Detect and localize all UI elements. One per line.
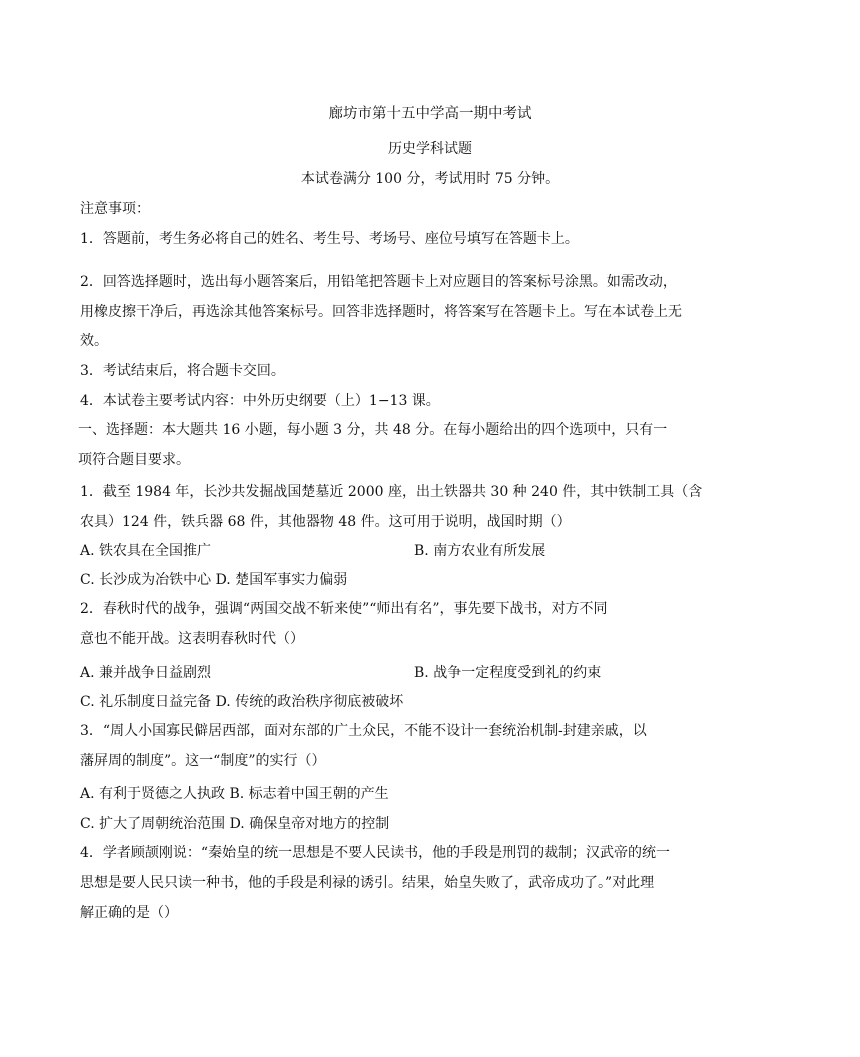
- q1-stem-line-2: 农具）124 件，铁兵器 68 件，其他器物 48 件。这可用于说明，战国时期（）: [80, 514, 571, 530]
- q2-options-cd: C. 礼乐制度日益完备 D. 传统的政治秩序彻底被破坏: [80, 694, 404, 710]
- q3-options-ab: A. 有利于贤德之人执政 B. 标志着中国王朝的产生: [80, 786, 389, 802]
- q2-option-b: B. 战争一定程度受到礼的约束: [414, 665, 602, 681]
- note-2-line-3: 效。: [80, 333, 108, 349]
- q4-stem-line-1: 4．学者顾颉刚说：“秦始皇的统一思想是不要人民读书，他的手段是刑罚的裁制；汉武帝的统一: [80, 845, 671, 861]
- note-2-line-2: 用橡皮擦干净后，再选涂其他答案标号。回答非选择题时，将答案写在答题卡上。写在本试卷上无: [80, 304, 682, 320]
- note-3: 3．考试结束后，将合题卡交回。: [80, 363, 285, 379]
- score-info: 本试卷满分 100 分，考试用时 75 分钟。: [300, 171, 560, 187]
- q4-stem-line-2: 思想是要人民只读一种书，他的手段是利禄的诱引。结果，始皇失败了，武帝成功了。”对此理: [80, 875, 655, 891]
- q2-stem-line-1: 2．春秋时代的战争，强调“两国交战不斩来使”“师出有名”，事先要下战书，对方不同: [80, 601, 608, 617]
- section-heading-line-1: 一、选择题：本大题共 16 小题，每小题 3 分，共 48 分。在每小题给出的四个选项中，只有一: [78, 422, 668, 438]
- q1-stem-line-1: 1．截至 1984 年，长沙共发掘战国楚墓近 2000 座，出土铁器共 30 种 240 件，其中铁制工具（含: [80, 484, 703, 500]
- q3-options-cd: C. 扩大了周朝统治范围 D. 确保皇帝对地方的控制: [80, 816, 390, 832]
- q3-stem-line-1: 3．“周人小国寡民僻居西部，面对东部的广土众民，不能不设计一套统治机制-封建亲戚，以: [80, 723, 647, 739]
- q2-stem-line-2: 意也不能开战。这表明春秋时代（）: [80, 631, 304, 647]
- q3-stem-line-2: 藩屏周的制度”。这一“制度”的实行（）: [80, 753, 326, 769]
- q2-option-a: A. 兼并战争日益剧烈: [80, 665, 212, 681]
- subject-title: 历史学科试题: [388, 141, 472, 157]
- note-2-line-1: 2．回答选择题时，选出每小题答案后，用铅笔把答题卡上对应题目的答案标号涂黑。如需改动，: [80, 274, 677, 290]
- q1-option-a: A. 铁农具在全国推广: [80, 543, 212, 559]
- q1-options-cd: C. 长沙成为冶铁中心 D. 楚国军事实力偏弱: [80, 572, 348, 588]
- note-1: 1．答题前，考生务必将自己的姓名、考生号、考场号、座位号填写在答题卡上。: [80, 231, 579, 247]
- exam-title: 廊坊市第十五中学高一期中考试: [328, 106, 532, 122]
- note-4: 4．本试卷主要考试内容：中外历史纲要（上）1−13 课。: [80, 393, 440, 409]
- q4-stem-line-3: 解正确的是（）: [80, 905, 178, 921]
- notes-heading: 注意事项：: [80, 201, 150, 217]
- q1-option-b: B. 南方农业有所发展: [414, 543, 546, 559]
- section-heading-line-2: 项符合题目要求。: [78, 452, 190, 468]
